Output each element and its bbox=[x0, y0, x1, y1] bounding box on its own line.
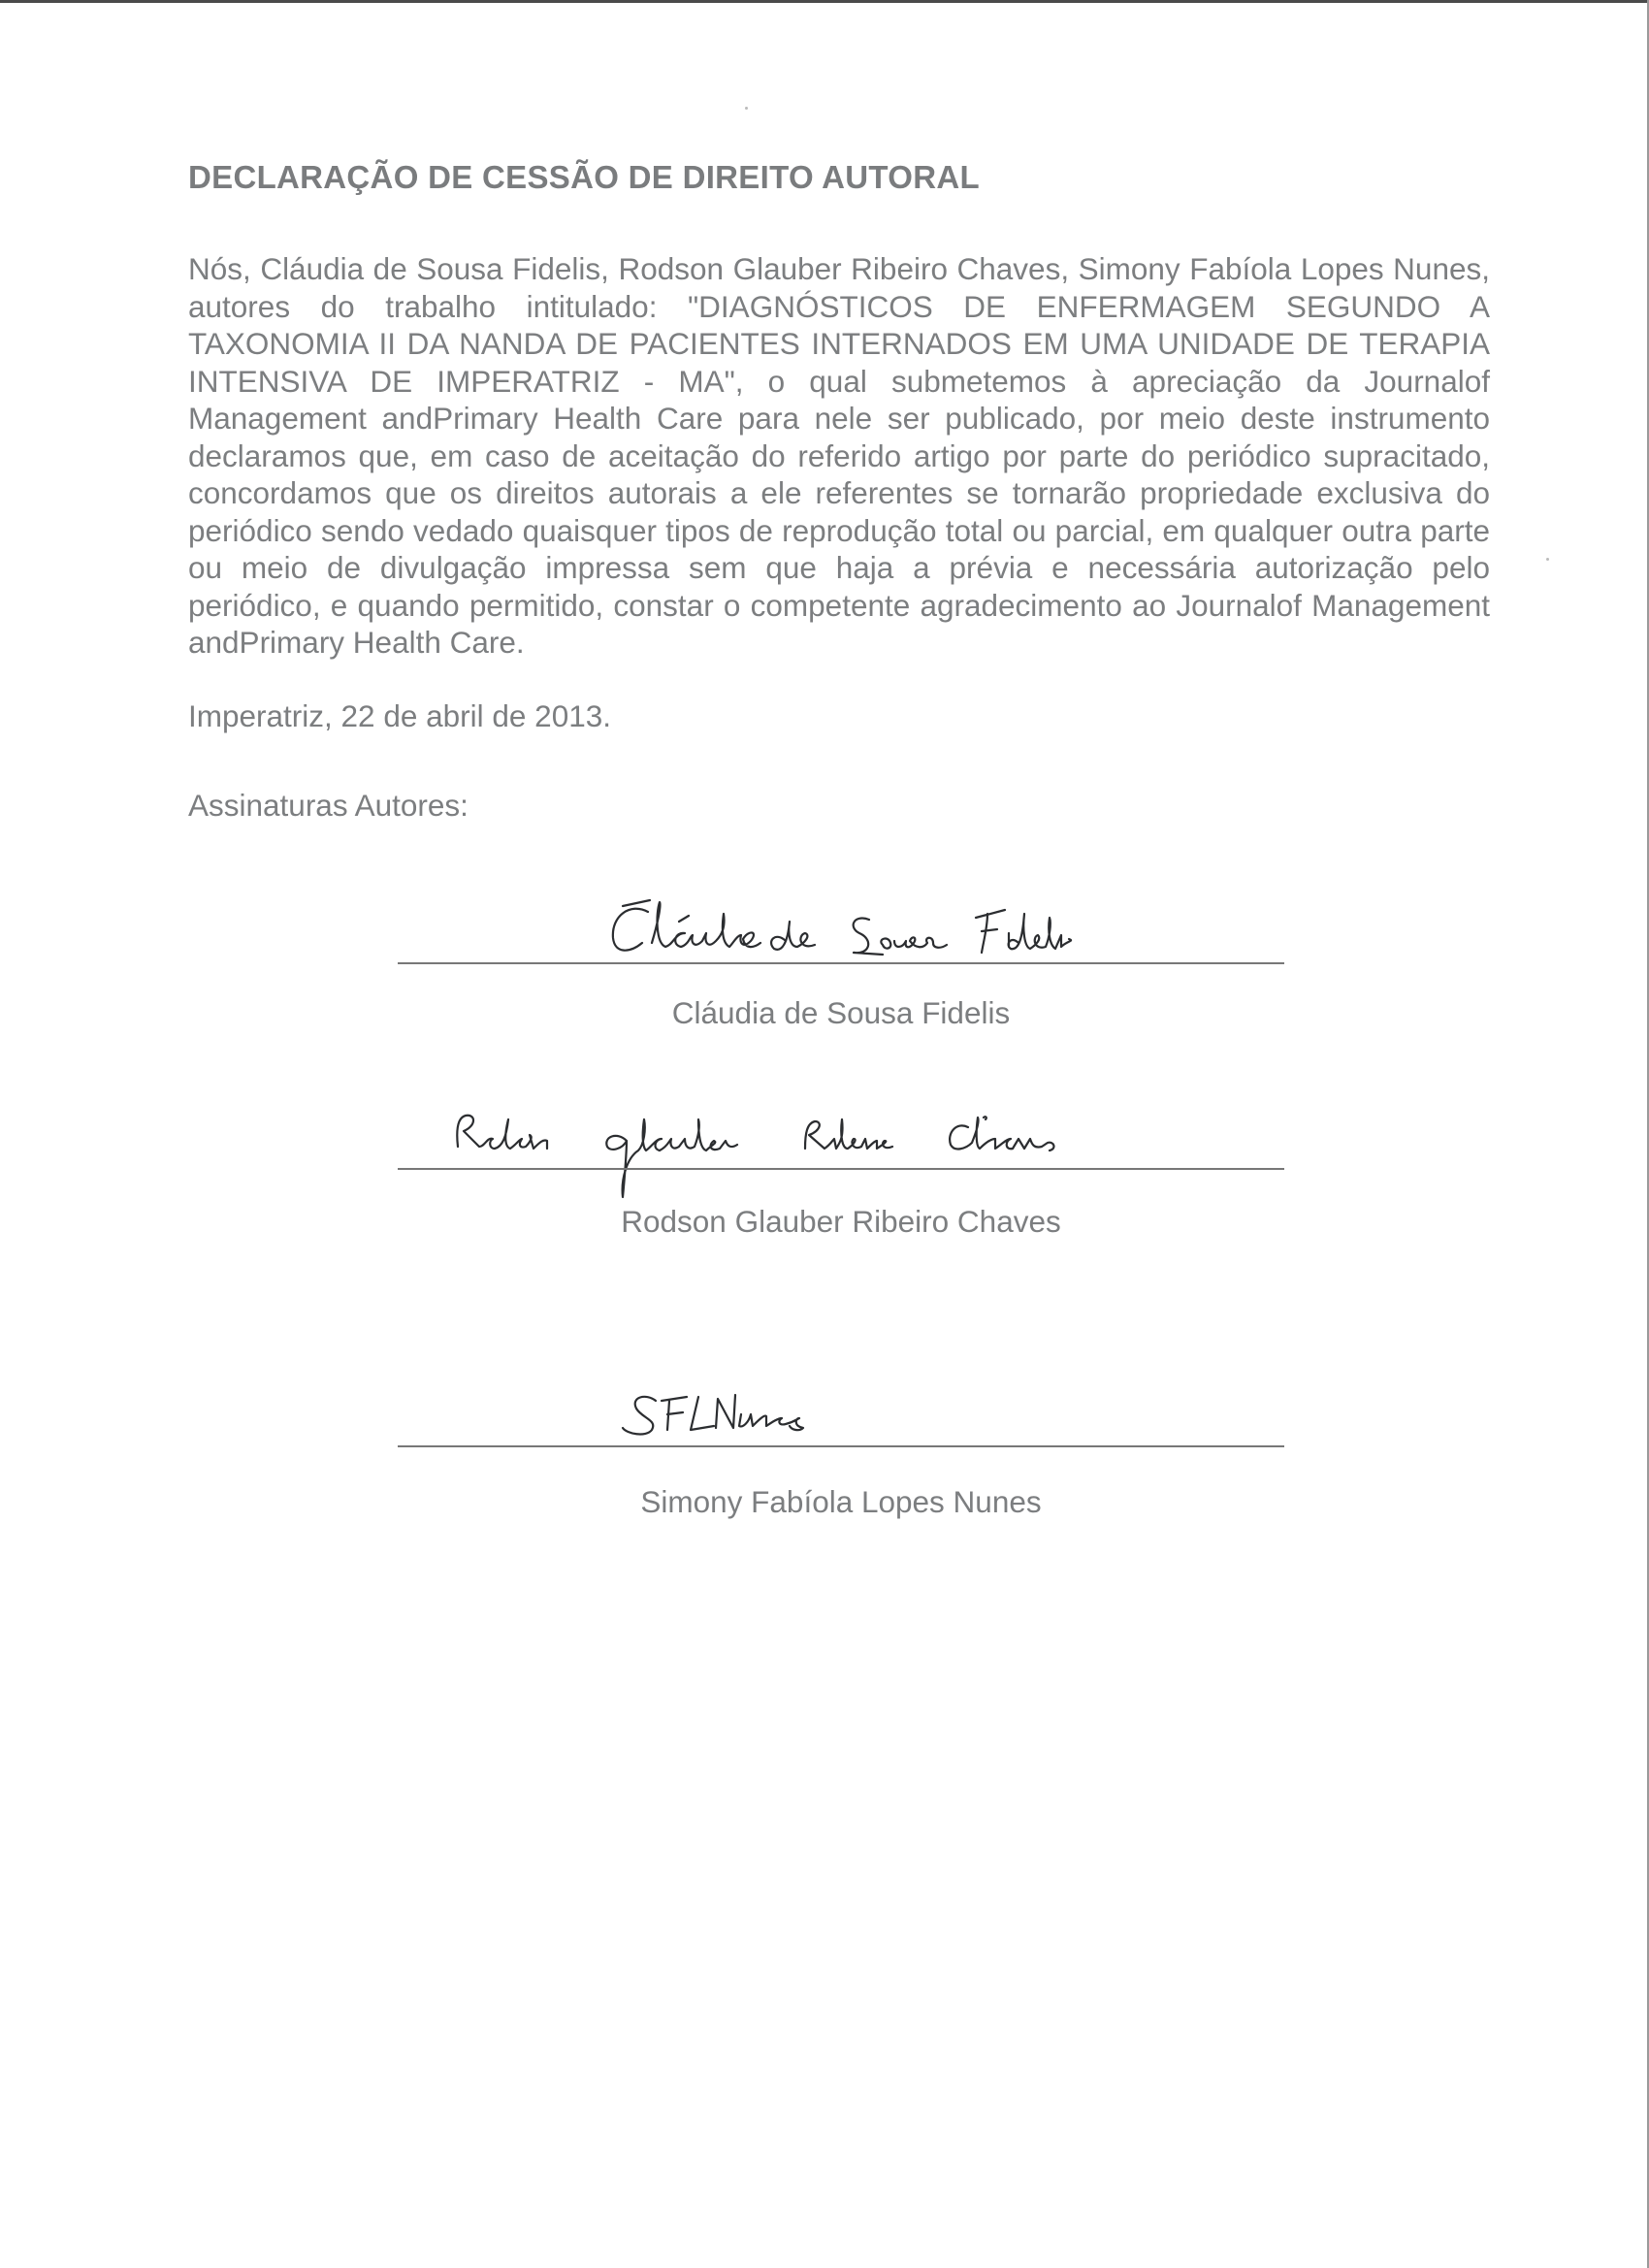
declaration-body: Nós, Cláudia de Sousa Fidelis, Rodson Glauber Ribeiro Chaves, Simony Fabíola Lopes Nunes, autores do trabalho intitulado: "DIAGNÓSTICOS DE ENFERMAGEM SEGUNDO A TAXONOMIA II DA NANDA DE PACIENTES INTERNADOS EM UMA UNIDADE DE TERAPIA INTENSIVA DE IMPERATRIZ - MA", o qual submetemos à apreciação da Journalof Management andPrimary Health Care para nele ser publicado, por meio deste instrumento declaramos que, em caso de aceitação do referido artigo por parte do periódico supracitado, concordamos que os direitos autorais a ele referentes se tornarão propriedade exclusiva do periódico sendo vedado quaisquer tipos de reprodução total ou parcial, em qualquer outra parte ou meio de divulgação impressa sem que haja a prévia e necessária autorização pelo periódico, e quando permitido, constar o competente agradecimento ao Journalof Management andPrimary Health Care. bbox=[188, 251, 1490, 660]
signatures-label: Assinaturas Autores: bbox=[188, 788, 469, 823]
handwritten-signature-1 bbox=[398, 885, 1284, 962]
signature-line-2 bbox=[398, 1168, 1284, 1170]
signatory-name-2: Rodson Glauber Ribeiro Chaves bbox=[621, 1204, 1061, 1239]
signatory-name-3: Simony Fabíola Lopes Nunes bbox=[640, 1484, 1042, 1519]
handwritten-signature-2 bbox=[398, 1090, 1284, 1168]
document-title: DECLARAÇÃO DE CESSÃO DE DIREITO AUTORAL bbox=[188, 159, 980, 195]
signatory-name-1: Cláudia de Sousa Fidelis bbox=[671, 995, 1011, 1030]
scan-speck bbox=[745, 107, 748, 110]
scan-speck bbox=[1546, 558, 1549, 561]
signature-line-3 bbox=[398, 1445, 1284, 1447]
handwritten-signature-3 bbox=[398, 1368, 1284, 1445]
signature-line-1 bbox=[398, 962, 1284, 964]
place-date: Imperatriz, 22 de abril de 2013. bbox=[188, 698, 612, 733]
scan-top-edge bbox=[0, 0, 1649, 3]
